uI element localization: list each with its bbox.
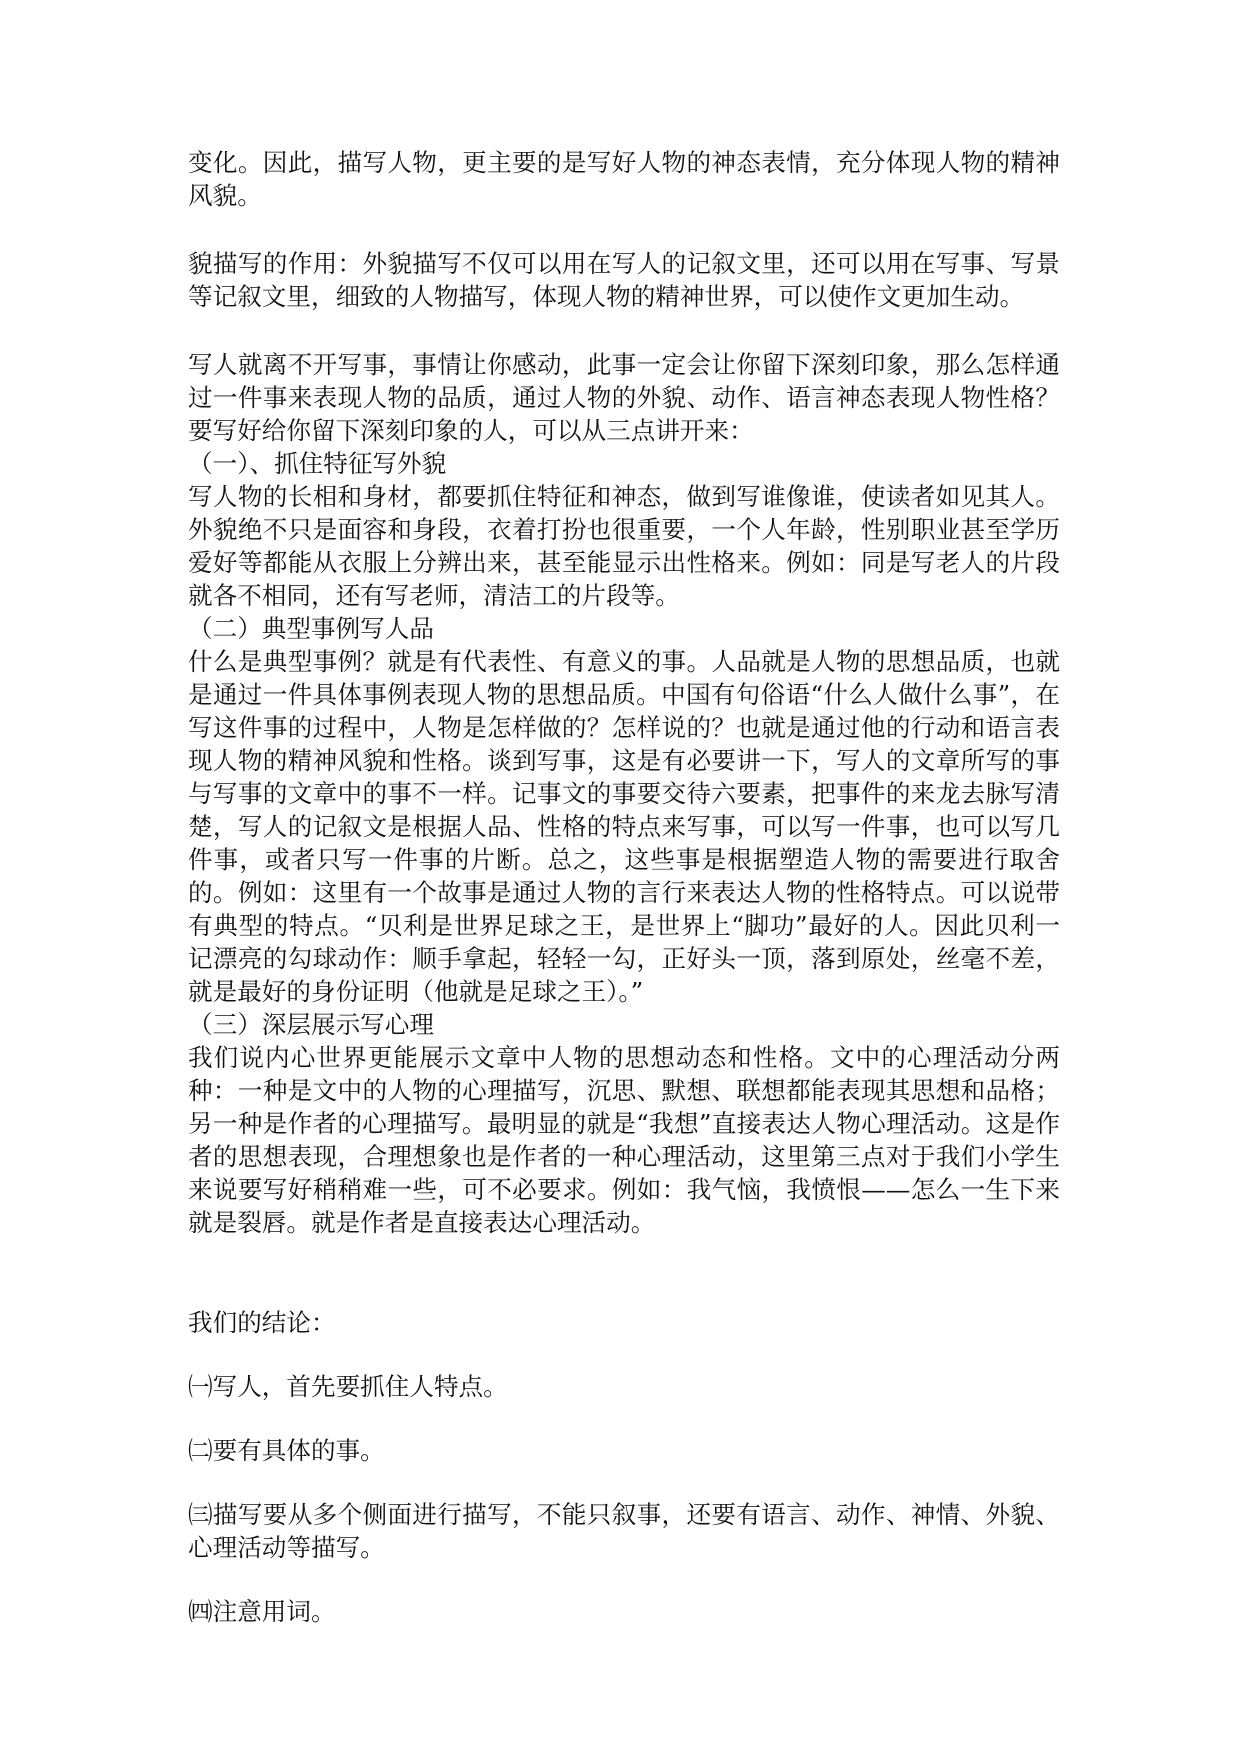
paragraph-section-3: 我们说内心世界更能展示文章中人物的思想动态和性格。文中的心理活动分两种：一种是文中的人物的心理描写，沉思、默想、联想都能表现其思想和品格；另一种是作者的心理描写。最明显的就是“我想”直接表达人物心理活动。这是作者的思想表现，合理想象也是作者的一种心理活动，这里第三点对于我们小学生来说要写好稍稍难一些，可不必要求。例如：我气恼，我愤恨——怎么一生下来就是裂唇。就是作者是直接表达心理活动。 [188,1043,1060,1237]
conclusion-item-2: ㈡要有具体的事。 [188,1436,385,1465]
paragraph-intro: 变化。因此，描写人物，更主要的是写好人物的神态表情，充分体现人物的精神风貌。 [188,148,1060,210]
paragraph-section-1: 写人物的长相和身材，都要抓住特征和神态，做到写谁像谁，使读者如见其人。外貌绝不只是面容和身段，衣着打扮也很重要，一个人年龄，性别职业甚至学历爱好等都能从衣服上分辨出来，甚至能显示出性格来。例如：同是写老人的片段就各不相同，还有写老师，清洁工的片段等。 [188,482,1060,610]
section-heading-3: （三）深层展示写心理 [188,1010,434,1039]
conclusion-item-4: ㈣注意用词。 [188,1597,336,1626]
conclusion-title: 我们的结论： [188,1308,336,1337]
section-heading-1: （一）、抓住特征写外貌 [188,449,447,478]
section-heading-2: （二）典型事例写人品 [188,614,434,643]
conclusion-item-3: ㈢描写要从多个侧面进行描写，不能只叙事，还要有语言、动作、神情、外貌、心理活动等描写。 [188,1500,1060,1562]
document-page [188,146,1060,1628]
paragraph-writing-people: 写人就离不开写事，事情让你感动，此事一定会让你留下深刻印象，那么怎样通过一件事来表现人物的品质，通过人物的外貌、动作、语言神态表现人物性格？要写好给你留下深刻印象的人，可以从三点讲开来： [188,350,1060,445]
paragraph-section-2: 什么是典型事例？就是有代表性、有意义的事。人品就是人物的思想品质，也就是通过一件具体事例表现人物的思想品质。中国有句俗语“什么人做什么事”，在写这件事的过程中，人物是怎样做的？怎样说的？也就是通过他的行动和语言表现人物的精神风貌和性格。谈到写事，这是有必要讲一下，写人的文章所写的事与写事的文章中的事不一样。记事文的事要交待六要素，把事件的来龙去脉写清楚，写人的记叙文是根据人品、性格的特点来写事，可以写一件事，也可以写几件事，或者只写一件事的片断。总之，这些事是根据塑造人物的需要进行取舍的。例如：这里有一个故事是通过人物的言行来表达人物的性格特点。可以说带有典型的特点。“贝利是世界足球之王，是世界上“脚功”最好的人。因此贝利一记漂亮的勾球动作：顺手拿起，轻轻一勾，正好头一顶，落到原处，丝毫不差，就是最好的身份证明（他就是足球之王）。” [188,647,1060,1006]
paragraph-appearance-role: 貌描写的作用：外貌描写不仅可以用在写人的记叙文里，还可以用在写事、写景等记叙文里，细致的人物描写，体现人物的精神世界，可以使作文更加生动。 [188,249,1060,311]
conclusion-item-1: ㈠写人，首先要抓住人特点。 [188,1372,508,1401]
